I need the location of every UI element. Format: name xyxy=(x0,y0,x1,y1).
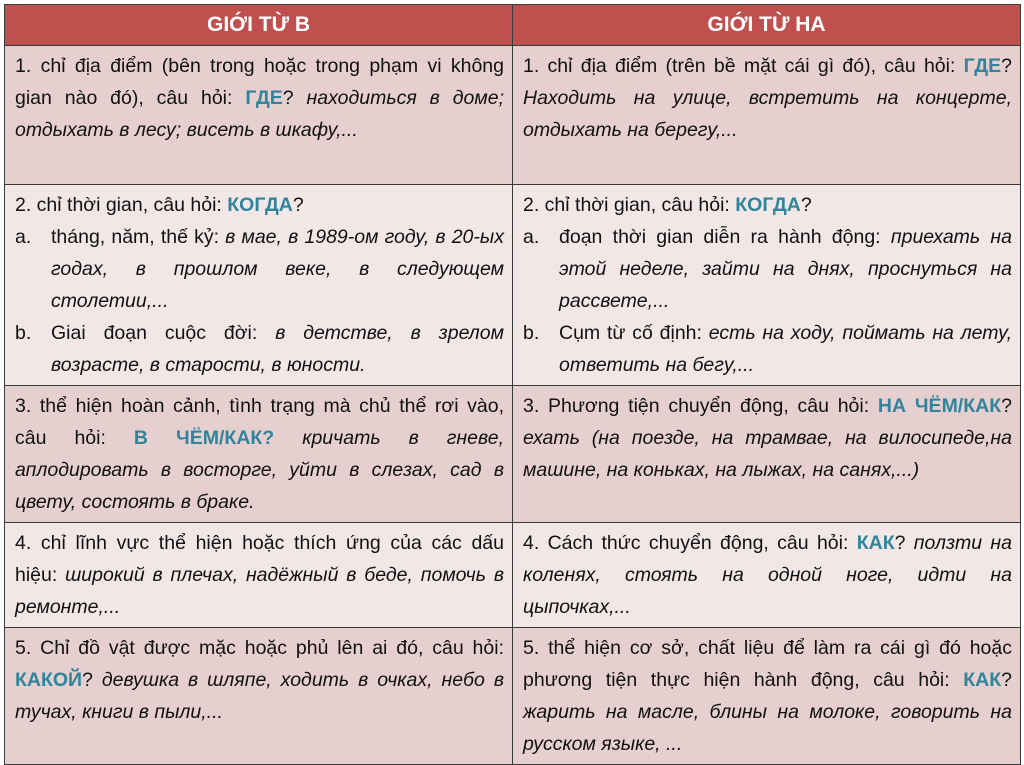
cell-v-clothing xyxy=(5,628,513,765)
cell-text: đoạn thời gian diễn ra hành động: xyxy=(559,226,891,248)
cell-text: 1. chỉ địa điểm (bên trong hoặc trong phạm vi không gian nào đó), câu hỏi: xyxy=(15,55,504,109)
example-text: приехать на этой неделе, зайти на днях, проснуться на рассвете,... xyxy=(559,226,1012,312)
question-keyword: НА ЧЁМ/КАК xyxy=(877,395,1002,417)
sub-item-text xyxy=(51,221,504,317)
cell-text: 1. chỉ địa điểm (trên bề mặt cái gì đó), câu hỏi: xyxy=(523,55,964,77)
cell-na-time xyxy=(513,185,1021,386)
table-row xyxy=(5,185,1021,386)
cell-text: Cụm từ cố định: xyxy=(559,322,709,344)
preposition-comparison-table xyxy=(4,4,1021,765)
example-text: ехать (на поезде, на трамвае, на вилосипеде,на машине, на коньках, на лыжах, на санях,...) xyxy=(523,427,1012,481)
question-keyword: ГДЕ xyxy=(963,55,1002,77)
sub-item-b xyxy=(15,317,504,381)
cell-text: 5. thể hiện cơ sở, chất liệu để làm ra cái gì đó hoặc phương tiện thực hiện hành động, câu hỏi: xyxy=(523,637,1012,691)
cell-v-circumstance xyxy=(5,386,513,523)
cell-text: 4. chỉ lĩnh vực thể hiện hoặc thích ứng của các dấu hiệu: xyxy=(15,532,504,586)
table-row xyxy=(5,628,1021,765)
table-row xyxy=(5,386,1021,523)
header-row xyxy=(5,5,1021,46)
cell-text: ? xyxy=(1001,395,1012,417)
sub-item-text xyxy=(559,221,1012,317)
question-keyword: КОГДА xyxy=(227,194,293,216)
cell-text: ? xyxy=(894,532,914,554)
cell-text xyxy=(274,427,302,449)
cell-na-material xyxy=(513,628,1021,765)
example-text: в мае, в 1989-ом году, в 20-ых годах, в прошлом веке, в следующем столетии,... xyxy=(51,226,504,312)
cell-v-time xyxy=(5,185,513,386)
example-text: есть на ходу, поймать на лету, ответить на бегу,... xyxy=(559,322,1012,376)
cell-v-domain xyxy=(5,523,513,628)
cell-text: 3. Phương tiện chuyển động, câu hỏi: xyxy=(523,395,878,417)
sub-item-text xyxy=(51,317,504,381)
cell-na-location xyxy=(513,46,1021,185)
table-row xyxy=(5,46,1021,185)
cell-na-manner xyxy=(513,523,1021,628)
cell-text: tháng, năm, thế kỷ: xyxy=(51,226,226,248)
cell-na-transport xyxy=(513,386,1021,523)
header-preposition-v: GIỚI TỪ В xyxy=(5,5,513,46)
table-row xyxy=(5,523,1021,628)
list-marker: b. xyxy=(523,322,540,344)
cell-text: ? xyxy=(292,194,304,216)
cell-text: ? xyxy=(1001,55,1012,77)
question-keyword: КОГДА xyxy=(735,194,801,216)
cell-v-location xyxy=(5,46,513,185)
cell-title xyxy=(15,189,504,221)
list-marker: b. xyxy=(15,322,32,344)
cell-text: 2. chỉ thời gian, câu hỏi: xyxy=(15,194,228,216)
example-text: кричать в гневе, аплодировать в восторге, уйти в слезах, сад в цвету, состоять в браке. xyxy=(15,427,504,513)
cell-text: ? xyxy=(1001,669,1012,691)
example-text: широкий в плечах, надёжный в беде, помочь в ремонте,... xyxy=(15,564,504,618)
cell-text: 5. Chỉ đồ vật được mặc hoặc phủ lên ai đó, câu hỏi: xyxy=(15,637,504,659)
cell-text: ? xyxy=(82,669,102,691)
question-keyword: В ЧЁМ/КАК? xyxy=(133,427,275,449)
example-text: в детстве, в зрелом возрасте, в старости, в юности. xyxy=(51,322,504,376)
question-keyword: ГДЕ xyxy=(245,87,283,109)
list-marker: a. xyxy=(523,226,540,248)
example-text: девушка в шляпе, ходить в очках, небо в тучах, книги в пыли,... xyxy=(15,669,505,723)
sub-item-b xyxy=(523,317,1012,381)
cell-title xyxy=(523,189,1012,221)
example-text: жарить на масле, блины на молоке, говорить на русском языке, ... xyxy=(523,701,1012,755)
list-marker: a. xyxy=(15,226,32,248)
example-text: находиться в доме; отдыхать в лесу; висеть в шкафу,... xyxy=(15,87,504,141)
cell-text: ? xyxy=(282,87,307,109)
sub-item-a xyxy=(523,221,1012,317)
cell-text: 3. thể hiện hoàn cảnh, tình trạng mà chủ thể rơi vào, câu hỏi: xyxy=(15,395,504,449)
cell-text: 4. Cách thức chuyển động, câu hỏi: xyxy=(523,532,857,554)
question-keyword: КАКОЙ xyxy=(15,669,83,691)
example-text: Находить на улице, встретить на концерте, отдыхать на берегу,... xyxy=(523,87,1012,141)
question-keyword: КАК xyxy=(963,669,1002,691)
header-preposition-na: GIỚI TỪ НА xyxy=(513,5,1021,46)
cell-text: 2. chỉ thời gian, câu hỏi: xyxy=(523,194,736,216)
example-text: ползти на коленях, стоять на одной ноге, идти на цыпочках,... xyxy=(523,532,1012,618)
question-keyword: КАК xyxy=(856,532,895,554)
cell-text: Giai đoạn cuộc đời: xyxy=(51,322,276,344)
sub-item-a xyxy=(15,221,504,317)
sub-item-text xyxy=(559,317,1012,381)
cell-text: ? xyxy=(800,194,812,216)
